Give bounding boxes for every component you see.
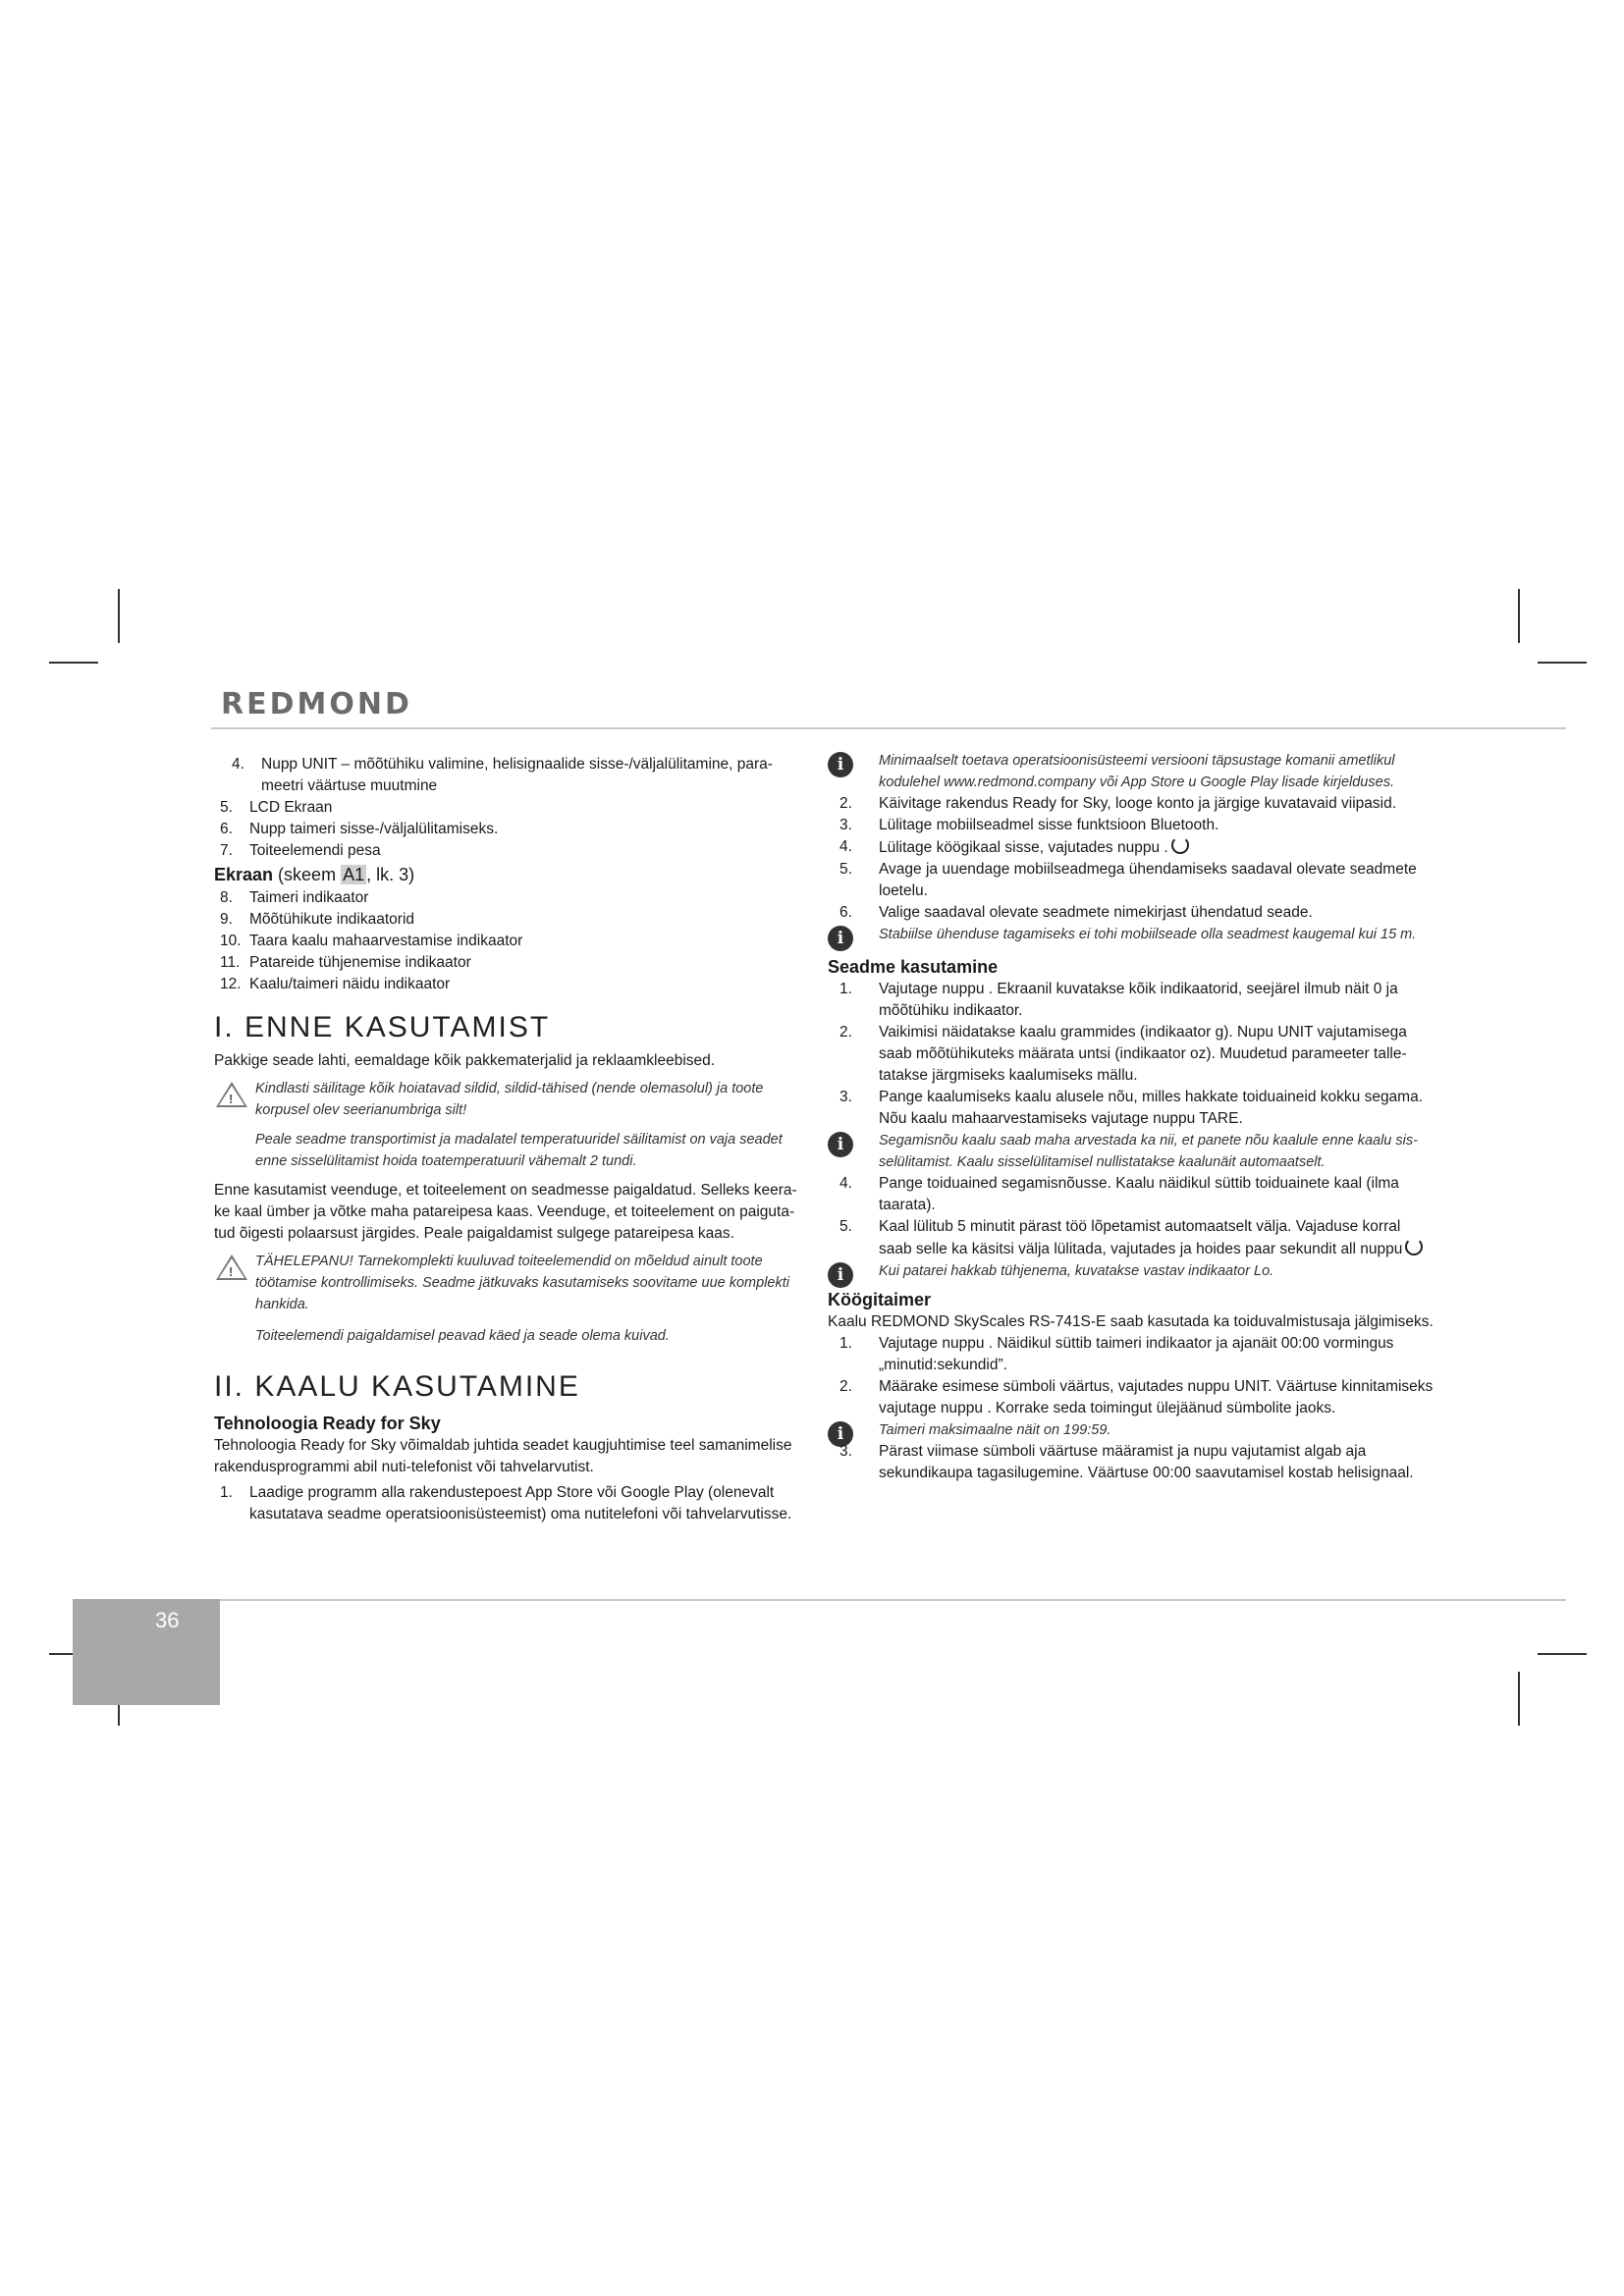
list-item: 2. Määrake esimese sümboli väärtus, vajutades nuppu UNIT. Väärtuse kinnitamiseks vajutage nuppu . Korrake seda toimingut ülejäänud sümbolite jaoks. — [839, 1378, 1434, 1416]
info-icon: i — [828, 1132, 853, 1157]
info-icon: i — [828, 1421, 853, 1447]
crop-mark — [1518, 589, 1520, 643]
footer-divider — [211, 1599, 1566, 1601]
list-item: 1. Vajutage nuppu . Näidikul süttib taimeri indikaator ja ajanäit 00:00 vormingus „minutid:sekundid”. — [839, 1335, 1394, 1373]
list-item: 3. Pange kaalumiseks kaalu alusele nõu, milles hakkate toiduaineid kokku segama. Nõu kaalu mahaarvestamiseks vajutage nuppu TARE. — [839, 1089, 1424, 1127]
warning-icon: ! — [216, 1082, 247, 1107]
info-icon: i — [828, 1262, 853, 1288]
left-column — [214, 754, 803, 1525]
list-item: 5. LCD Ekraan — [220, 799, 333, 816]
paragraph: Enne kasutamist veenduge, et toiteelement on seadmesse paigaldatud. Selleks keera-ke kaal ümber ja võtke maha patareipesa kaas. Veenduge, et toiteelement on paiguta-tud õigesti polaarsust järgides. Peale paigaldamist sulgege patareipesa kaas. — [214, 1182, 797, 1242]
ekraan-heading: Ekraan (skeem A1 , lk. 3) — [214, 865, 415, 884]
crop-mark — [1518, 1672, 1520, 1726]
list-item: 3. Pärast viimase sümboli väärtuse määramist ja nupu vajutamist algab aja sekundikaupa tagasilugemine. Väärtuse 00:00 saavutamisel kostab helisignaal. — [839, 1443, 1414, 1481]
warning-icon: ! — [216, 1255, 247, 1280]
page-number-box — [73, 1599, 220, 1705]
list-item: 12. Kaalu/taimeri näidu indikaator — [220, 976, 451, 992]
list-item: 6. Valige saadaval olevate seadmete nimekirjast ühendatud seade. — [839, 904, 1313, 921]
list-item: meetri väärtuse muutmine — [261, 777, 438, 794]
list-item: 10. Taara kaalu mahaarvestamise indikaator — [220, 933, 523, 949]
info-note: i Stabiilse ühenduse tagamiseks ei tohi mobiilseade olla seadmest kaugemal kui 15 m. — [828, 924, 1436, 945]
info-note: i Segamisnõu kaalu saab maha arvestada ka nii, et panete nõu kaalule enne kaalu sis-selülitamist. Kaalu sisselülitamisel nullistatakse kaalunäit automaatselt. — [828, 1130, 1436, 1173]
crop-mark — [49, 662, 98, 664]
warning-note: ! Kindlasti säilitage kõik hoiatavad sildid, sildid-tähised (nende olemasolul) ja toote korpusel olev seerianumbriga silt! Peale seadme transportimist ja madalatel temperatuuridel säilitamist on vaja seadet enne sisselülitamist hoida toatemperatuuril vähemalt 2 tundi. — [214, 1078, 803, 1172]
list-item: 2. Vaikimisi näidatakse kaalu grammides (indikaator g). Nupu UNIT vajutamisega saab mõõtühikuteks määrata untsi (indikaator oz). Muudetud parameeter talle-tatakse järgmiseks kaalumiseks mällu. — [839, 1024, 1407, 1084]
subsection-heading: Tehnoloogia Ready for Sky — [214, 1414, 441, 1433]
info-note: i Minimaalselt toetava operatsioonisüsteemi versiooni täpsustage komanii ametlikul kodulehel www.redmond.company või App Store u Google Play lisade kirjelduses. — [828, 750, 1436, 793]
header-divider — [211, 727, 1566, 729]
list-item: 1. Laadige programm alla rakendustepoest App Store või Google Play (olenevalt kasutatava seadme operatsioonisüsteemist) oma nutitelefoni või tahvelarvutisse. — [220, 1484, 792, 1522]
power-icon — [1405, 1238, 1423, 1255]
list-item: 4. Lülitage köögikaal sisse, vajutades nuppu . — [828, 836, 1436, 859]
right-column — [828, 750, 1436, 1484]
info-note: i Kui patarei hakkab tühjenema, kuvatakse vastav indikaator Lo. — [828, 1260, 1436, 1282]
paragraph: Pakkige seade lahti, eemaldage kõik pakkematerjalid ja reklaamkleebised. — [214, 1052, 716, 1069]
list-item: 11. Patareide tühjenemise indikaator — [220, 954, 471, 971]
crop-mark — [118, 589, 120, 643]
subsection-heading: Seadme kasutamine — [828, 957, 999, 977]
list-item: 5. Avage ja uuendage mobiilseadmega ühendamiseks saadaval olevate seadmete loetelu. — [839, 861, 1417, 899]
crop-mark — [1538, 1653, 1587, 1655]
info-icon: i — [828, 926, 853, 951]
list-item: 9. Mõõtühikute indikaatorid — [220, 911, 415, 928]
section-heading: II. KAALU KASUTAMINE — [214, 1370, 580, 1403]
info-icon: i — [828, 752, 853, 777]
section-heading: I. ENNE KASUTAMIST — [214, 1011, 551, 1043]
crop-mark — [1538, 662, 1587, 664]
brand-logo: REDMOND — [221, 687, 412, 721]
list-item: 3. Lülitage mobiilseadmel sisse funktsioon Bluetooth. — [839, 817, 1219, 833]
list-item: 2. Käivitage rakendus Ready for Sky, looge konto ja järgige kuvatavaid viipasid. — [839, 795, 1397, 812]
info-note: i Taimeri maksimaalne näit on 199:59. — [828, 1419, 1436, 1441]
list-item: 4. Pange toiduained segamisnõusse. Kaalu näidikul süttib toiduainete kaal (ilma taarata). — [839, 1175, 1399, 1213]
list-item: 4. Nupp UNIT – mõõtühiku valimine, helisignaalide sisse-/väljalülitamine, para- — [232, 756, 773, 773]
power-icon — [1171, 836, 1189, 854]
list-item: 8. Taimeri indikaator — [220, 889, 369, 906]
list-item: 6. Nupp taimeri sisse-/väljalülitamiseks. — [220, 821, 499, 837]
list-item: 5. Kaal lülitub 5 minutit pärast töö lõpetamist automaatselt välja. Vajaduse korral saab selle ka käsitsi välja lülitada, vajutades ja hoides paar sekundit all nuppu — [828, 1216, 1436, 1260]
paragraph: Kaalu REDMOND SkyScales RS-741S-E saab kasutada ka toiduvalmistusaja jälgimiseks. — [828, 1313, 1434, 1330]
warning-note: ! TÄHELEPANU! Tarnekomplekti kuuluvad toiteelemendid on mõeldud ainult toote töötamise kontrollimiseks. Seadme jätkuvaks kasutamiseks soovitame uue komplekti hankida. Toiteelemendi paigaldamisel peavad käed ja seade olema kuivad. — [214, 1251, 803, 1347]
page-number: 36 — [155, 1608, 180, 1632]
list-item: 7. Toiteelemendi pesa — [220, 842, 381, 859]
list-item: 1. Vajutage nuppu . Ekraanil kuvatakse kõik indikaatorid, seejärel ilmub näit 0 ja mõõtühiku indikaator. — [839, 981, 1398, 1019]
subsection-heading: Köögitaimer — [828, 1290, 932, 1309]
paragraph: Tehnoloogia Ready for Sky võimaldab juhtida seadet kaugjuhtimise teel samanimelise rakendusprogrammi abil nuti-telefonist või tahvelarvutist. — [214, 1437, 792, 1475]
